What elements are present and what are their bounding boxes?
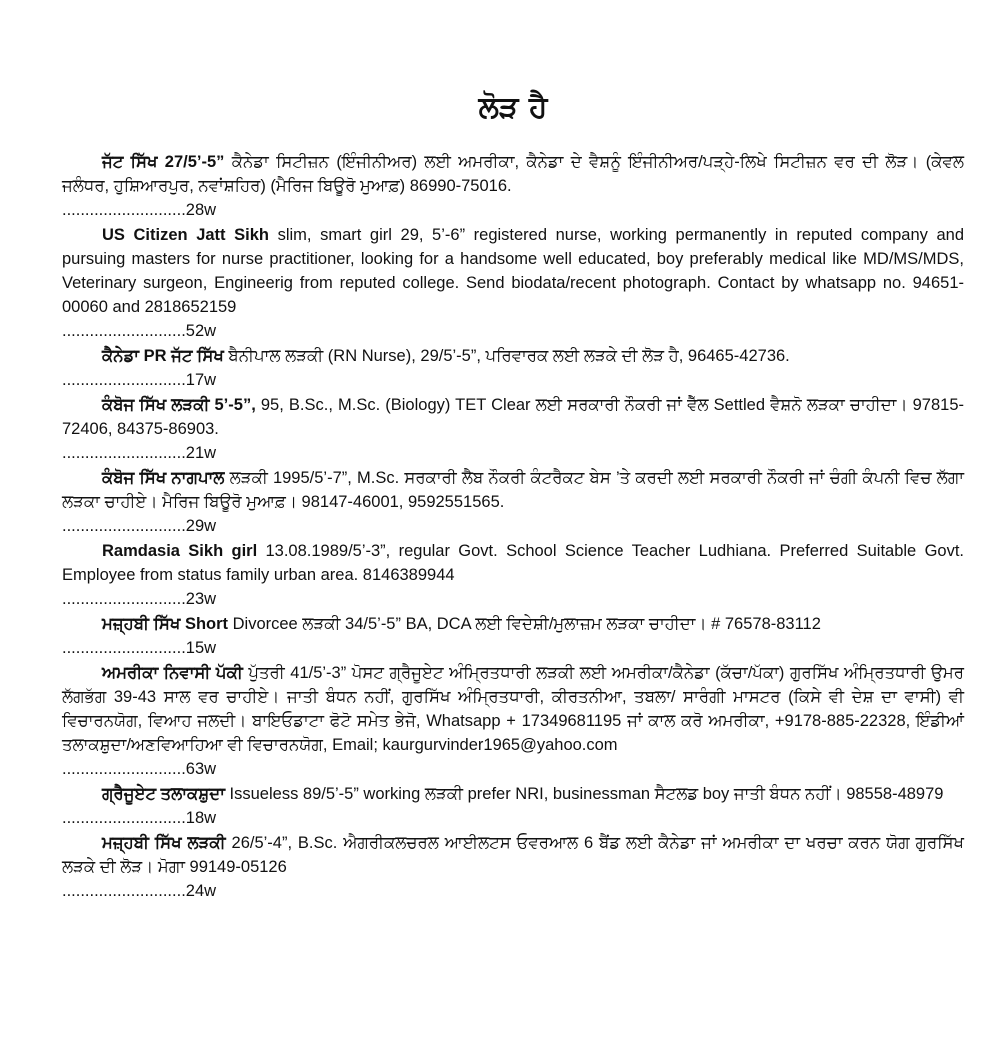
ad-body: ਕੈਨੇਡਾ ਸਿਟੀਜ਼ਨ (ਇੰਜੀਨੀਅਰ) ਲਈ ਅਮਰੀਕਾ, ਕੈਨੇਡਾ ਦੇ ਵੈਸ਼ਨੂੰ ਇੰਜੀਨੀਅਰ/ਪੜ੍ਹੇ-ਲਿਖੇ ਸਿਟੀਜ਼ਨ ਵਰ ਦੀ ਲੋੜ। (ਕੇਵਲ ਜਲੰਧਰ, ਹੁਸ਼ਿਆਰਪੁਰ, ਨਵਾਂਸ਼ਹਿਰ) (ਮੈਰਿਜ ਬਿਊਰੋ ਮੁਆਫ਼) 86990-75016. [62,153,964,195]
ad-body: ਲੜਕੀ 1995/5’-7”, M.Sc. ਸਰਕਾਰੀ ਲੈਬ ਨੌਕਰੀ ਕੰਟਰੈਕਟ ਬੇਸ ’ਤੇ ਕਰਦੀ ਲਈ ਸਰਕਾਰੀ ਨੌਕਰੀ ਜਾਂ ਚੰਗੀ ਕੰਪਨੀ ਵਿਚ ਲੱਗਾ ਲੜਕਾ ਚਾਹੀਏ। ਮੈਰਿਜ ਬਿਊਰੋ ਮੁਆਫ਼। 98147-46001, 9592551565. [62,469,964,511]
ad-body: Issueless 89/5’-5” working ਲੜਕੀ prefer NRI, businessman ਸੈਟਲਡ boy ਜਾਤੀ ਬੰਧਨ ਨਹੀਂ। 98558-48979 [224,785,944,803]
ad-ref: ...........................28w [62,201,217,219]
ad-lead: ਮਜ਼੍ਹਬੀ ਸਿੱਖ ਲੜਕੀ [102,834,226,852]
page-title: ਲੋੜ ਹੈ [478,90,548,125]
ad-ref: ...........................23w [62,590,217,608]
ad-8 [62,661,964,781]
ad-lead: ਕੰਬੋਜ ਸਿੱਖ ਨਾਗਪਾਲ [102,469,225,487]
ad-lead: ਗ੍ਰੈਜੂਏਟ ਤਲਾਕਸ਼ੁਦਾ [102,785,225,803]
ad-ref: ...........................52w [62,322,217,340]
ad-body: 13.08.1989/5’-3”, regular Govt. School Science Teacher Ludhiana. Preferred Suitable Govt. Employee from status family urban area. 8146389944 [62,542,964,584]
ad-4 [62,393,964,465]
ad-ref: ...........................21w [62,444,217,462]
ad-lead: ਕੰਬੋਜ ਸਿੱਖ ਲੜਕੀ 5’-5”, [102,396,256,414]
ad-body: ਬੈਨੀਪਾਲ ਲੜਕੀ (RN Nurse), 29/5’-5”, ਪਰਿਵਾਰਕ ਲਈ ਲੜਕੇ ਦੀ ਲੋੜ ਹੈ, 96465-42736. [223,347,790,365]
ad-lead: Ramdasia Sikh girl [102,542,258,560]
ad-5 [62,466,964,538]
ad-body: slim, smart girl 29, 5’-6” registered nurse, working permanently in reputed company and pursuing masters for nurse practitioner, looking for a handsome well educated, boy preferably medical like MD/MS/MDS, Veterinary surgeon, Engineerig from reputed college. Send biodata/recent photograph. Contact by whatsapp no. 94651-00060 and 2818652159 [62,226,964,316]
ad-ref: ...........................24w [62,882,217,900]
ad-1 [62,150,964,222]
ad-ref: ...........................63w [62,760,217,778]
ad-lead: US Citizen Jatt Sikh [102,226,269,244]
ad-ref: ...........................15w [62,639,217,657]
ad-10 [62,831,964,903]
ad-ref: ...........................17w [62,371,217,389]
ad-6 [62,539,964,611]
ad-2 [62,223,964,343]
ad-list [62,150,964,903]
ad-3 [62,344,964,392]
ad-body: ਪੁੱਤਰੀ 41/5’-3” ਪੋਸਟ ਗ੍ਰੈਜੂਏਟ ਅੰਮ੍ਰਿਤਧਾਰੀ ਲੜਕੀ ਲਈ ਅਮਰੀਕਾ/ਕੈਨੇਡਾ (ਕੱਚਾ/ਪੱਕਾ) ਗੁਰਸਿੱਖ ਅੰਮ੍ਰਿਤਧਾਰੀ ਉਮਰ ਲੱਗਭੱਗ 39-43 ਸਾਲ ਵਰ ਚਾਹੀਏ। ਜਾਤੀ ਬੰਧਨ ਨਹੀਂ, ਗੁਰਸਿੱਖ ਅੰਮ੍ਰਿਤਧਾਰੀ, ਕੀਰਤਨੀਆ, ਤਬਲਾ/ ਸਾਰੰਗੀ ਮਾਸਟਰ (ਕਿਸੇ ਵੀ ਦੇਸ਼ ਦਾ ਵਾਸੀ) ਵੀ ਵਿਚਾਰਨਯੋਗ, ਵਿਆਹ ਜਲਦੀ। ਬਾਇਓਡਾਟਾ ਫੋਟੋ ਸਮੇਤ ਭੇਜੋ, Whatsapp + 17349681195 ਜਾਂ ਕਾਲ ਕਰੋ ਅਮਰੀਕਾ, +9178-885-22328, ਇੰਡੀਆਂ ਤਲਾਕਸ਼ੁਦਾ/ਅਣਵਿਆਹਿਆ ਵੀ ਵਿਚਾਰਨਯੋਗ, Email; kaurgurvinder1965@yahoo.com [62,664,964,754]
ad-body: Divorcee ਲੜਕੀ 34/5’-5” BA, DCA ਲਈ ਵਿਦੇਸ਼ੀ/ਮੁਲਾਜ਼ਮ ਲੜਕਾ ਚਾਹੀਦਾ। # 76578-83112 [228,615,821,633]
ad-lead: ਅਮਰੀਕਾ ਨਿਵਾਸੀ ਪੱਕੀ [102,664,243,682]
ad-body: 95, B.Sc., M.Sc. (Biology) TET Clear ਲਈ ਸਰਕਾਰੀ ਨੌਕਰੀ ਜਾਂ ਵੈੱਲ Settled ਵੈਸ਼ਨੋ ਲੜਕਾ ਚਾਹੀਦਾ। 97815-72406, 84375-86903. [62,396,964,438]
ad-7 [62,612,964,660]
ad-9 [62,782,964,830]
ad-lead: ਕੈਨੇਡਾ PR ਜੱਟ ਸਿੱਖ [102,347,224,365]
ad-lead: ਮਜ਼੍ਹਬੀ ਸਿੱਖ Short [102,615,229,633]
ad-lead: ਜੱਟ ਸਿੱਖ 27/5’-5” [102,153,225,171]
ad-ref: ...........................18w [62,809,217,827]
classifieds-page [62,90,964,904]
ad-body: 26/5’-4”, B.Sc. ਐਗਰੀਕਲਚਰਲ ਆਈਲਟਸ ਓਵਰਆਲ 6 ਬੈਂਡ ਲਈ ਕੈਨੇਡਾ ਜਾਂ ਅਮਰੀਕਾ ਦਾ ਖਰਚਾ ਕਰਨ ਯੋਗ ਗੁਰਸਿੱਖ ਲੜਕੇ ਦੀ ਲੋੜ। ਮੋਗਾ 99149-05126 [62,834,965,876]
ad-ref: ...........................29w [62,517,217,535]
